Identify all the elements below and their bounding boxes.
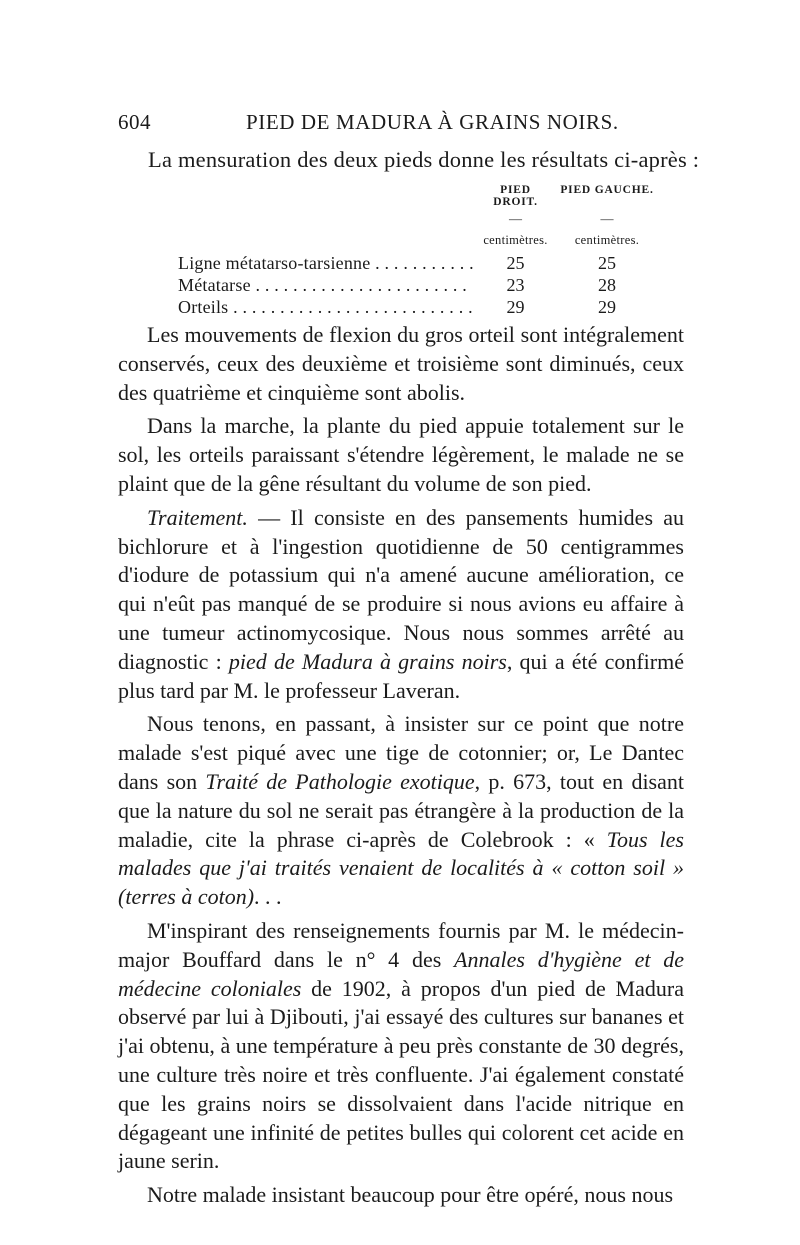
paragraph-culture: M'inspirant des renseignements fournis par M. le médecin-major Bouffard dans le n° 4 des Annales d'hygiène et de médecine coloniales de 1902, à propos d'un pied de Madura observé par lui à Djibouti, j'ai essayé des cultures sur bananes et j'ai obtenu, à une température à peu près constante de 30 degrés, une culture très noire et très confluente. J'ai également constaté que les grains noirs se dissolvaient dans l'acide nitrique en dégageant une infinité de petites bulles qui colorent cet acide en jaune serin. xyxy=(118,917,684,1174)
left-foot-value: 28 xyxy=(598,274,616,295)
table-row xyxy=(178,296,661,318)
body-text xyxy=(118,321,684,1210)
colebrook-quote: Tous les malades que j'ai traités venaient de localités à « cotton soil » (terres à coton) xyxy=(118,826,684,910)
book-title: Traité de Pathologie exotique xyxy=(205,768,475,794)
column-header-right-foot: PIED DROIT. xyxy=(493,184,538,208)
paragraph-mobility: Les mouvements de flexion du gros orteil sont intégralement conservés, ceux des deuxième et troisième sont diminués, ceux des quatrième et cinquième sont abolis. xyxy=(118,322,684,405)
column-unit: centimètres. xyxy=(483,232,548,247)
row-label: Orteils . . . . . . . . . . . . . . . . . . . . . . . . . . xyxy=(178,296,473,317)
left-foot-value: 29 xyxy=(598,296,616,317)
row-label: Métatarse . . . . . . . . . . . . . . . . . . . . . . . xyxy=(178,274,467,295)
journal-title: Annales d'hygiène et de médecine coloniales xyxy=(118,946,684,1001)
intro-sentence: La mensuration des deux pieds donne les résultats ci-après : xyxy=(148,147,700,172)
treatment-heading: Traitement. xyxy=(147,504,248,530)
paragraph-etiology: Nous tenons, en passant, à insister sur ce point que notre malade s'est piqué avec une tige de cotonnier; or, Le Dantec dans son Traité de Pathologie exotique, p. 673, tout en disant que la nature du sol ne serait pas étrangère à la production de la maladie, cite la phrase ci-après de Colebrook : « Tous les malades que j'ai traités venaient de localités à « cotton soil » (terres à coton). . . xyxy=(118,711,684,910)
column-unit: centimètres. xyxy=(574,232,640,247)
column-dash: — xyxy=(509,211,522,226)
page-header xyxy=(118,110,680,144)
right-foot-value: 29 xyxy=(506,296,525,317)
row-label: Ligne métatarso-tarsienne . . . . . . . . . . . xyxy=(178,252,474,273)
page-number: 604 xyxy=(118,110,151,134)
running-title: PIED DE MADURA À GRAINS NOIRS. xyxy=(246,110,619,134)
column-header-left-foot: PIED GAUCHE. xyxy=(560,184,654,196)
paragraph-operation: Notre malade insistant beaucoup pour être opéré, nous nous xyxy=(147,1182,674,1208)
paragraph-walking: Dans la marche, la plante du pied appuie totalement sur le sol, les orteils paraissant s'étendre légèrement, le malade ne se plaint que de la gêne résultant du volume de son pied. xyxy=(118,413,684,496)
column-dash: — xyxy=(600,211,614,226)
measurement-table xyxy=(178,184,661,318)
diagnosis-term: pied de Madura à grains noirs xyxy=(228,648,507,674)
table-row xyxy=(178,274,661,296)
table-row xyxy=(178,252,661,274)
paragraph-treatment: Traitement. — Il consiste en des pansements humides au bichlorure et à l'ingestion quotidienne de 50 centigrammes d'iodure de potassium qui n'a amené aucune amélioration, ce qui n'eût pas manqué de se produire si nous avions eu affaire à une tumeur actinomycosique. Nous nous sommes arrêté au diagnostic : pied de Madura à grains noirs, qui a été confirmé plus tard par M. le professeur Laveran. xyxy=(118,504,685,703)
left-foot-value: 25 xyxy=(598,252,616,273)
right-foot-value: 25 xyxy=(506,252,525,273)
right-foot-value: 23 xyxy=(506,274,525,295)
